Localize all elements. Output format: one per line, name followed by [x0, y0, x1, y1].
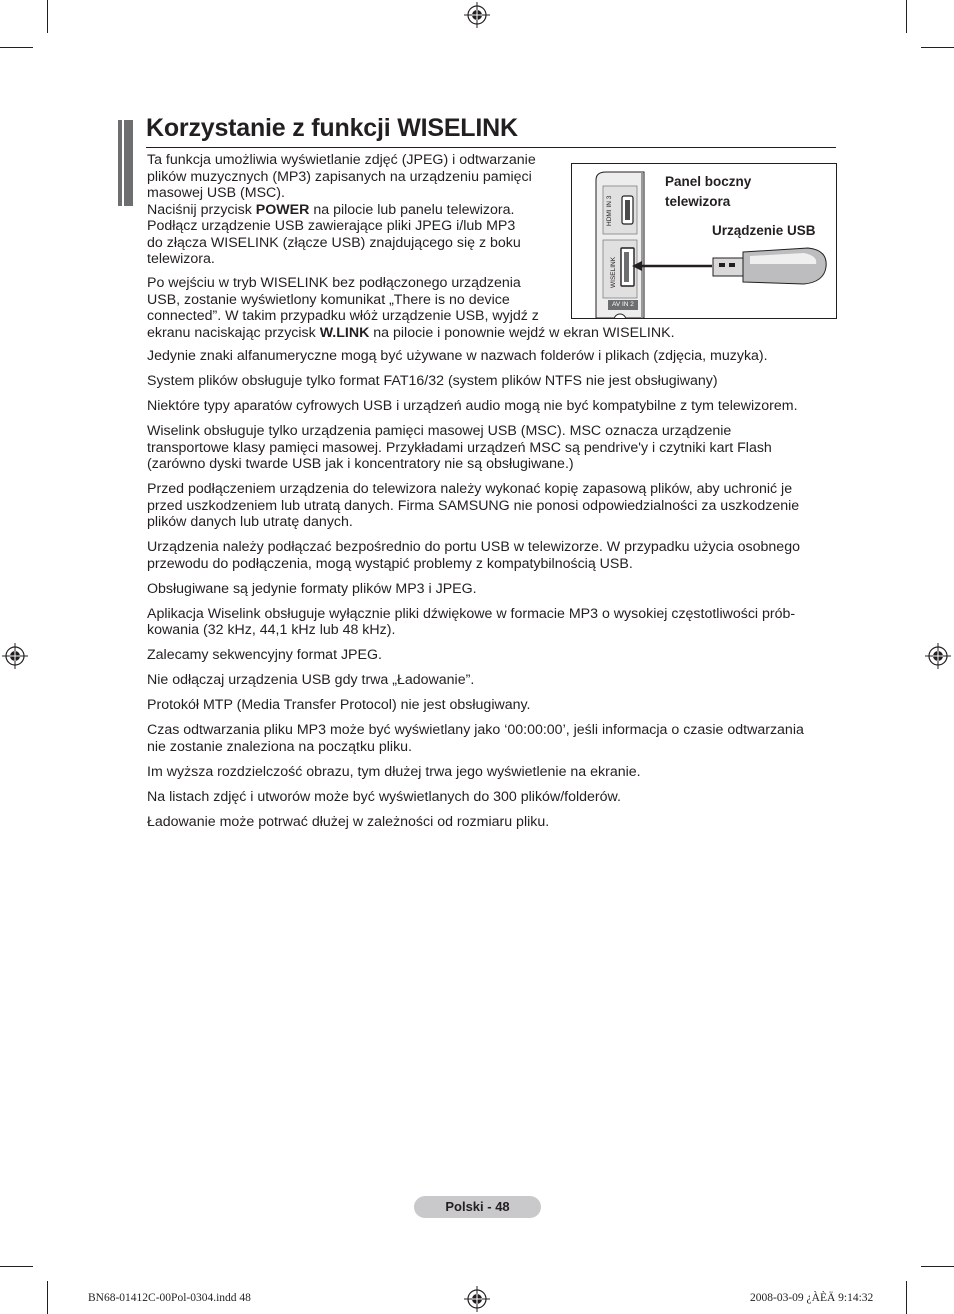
footer-file-slug: BN68-01412C-00Pol-0304.indd 48: [88, 1292, 251, 1304]
note-line: Wiselink obsługuje tylko urządzenia pamięci masowej USB (MSC). MSC oznacza urządzenie: [147, 423, 732, 439]
note-line: (zarówno dyski twarde USB jak i koncentratory nie są obsługiwane.): [147, 456, 574, 472]
title-accent-bar: [118, 120, 122, 206]
note-line: Przed podłączeniem urządzenia do telewizora należy wykonać kopię zapasową plików, aby uchronić je: [147, 481, 793, 497]
note-paragraph: [147, 581, 837, 598]
note-line: Zalecamy sekwencyjny format JPEG.: [147, 647, 382, 663]
note-line: Czas odtwarzania pliku MP3 może być wyświetlany jako ‘00:00:00’, jeśli informacja o czasie odtwarzania: [147, 722, 804, 738]
note-line: System plików obsługuje tylko format FAT16/32 (system plików NTFS nie jest obsługiwany): [147, 373, 718, 389]
port-label-hdmi: HDMI IN 3: [606, 195, 613, 226]
crop-mark: [0, 1266, 33, 1267]
note-paragraph: [147, 647, 837, 664]
note-paragraph: [147, 814, 837, 831]
crop-mark: [906, 1281, 907, 1314]
footer-timestamp: 2008-03-09 ¿ÀÈÄ 9:14:32: [750, 1292, 874, 1304]
power-key: POWER: [255, 201, 310, 218]
panel-label: Panel boczny telewizora: [665, 174, 752, 209]
note-paragraph: [147, 764, 837, 781]
note-line: przewodu do podłączenia, mogą wystąpić problemy z kompatybilnością USB.: [147, 555, 633, 572]
page-title: Korzystanie z funkcji WISELINK: [146, 114, 518, 142]
step-power: Naciśnij przycisk POWER na pilocie lub panelu telewizora.: [147, 201, 515, 218]
note-paragraph: [147, 789, 837, 806]
note-line: nie zostanie znaleziona na początku pliku.: [147, 738, 413, 755]
note-line: Obsługiwane są jedynie formaty plików MP3 i JPEG.: [147, 580, 477, 597]
note-paragraph: [147, 697, 837, 714]
note-paragraph: [147, 481, 837, 531]
title-accent-bar: [124, 120, 133, 206]
note-line: Nie odłączaj urządzenia USB gdy trwa „Ładowanie”.: [147, 672, 475, 688]
notes-list: [147, 348, 837, 839]
registration-mark-icon: [464, 1286, 490, 1312]
note-paragraph: [147, 539, 837, 572]
no-device-line: connected”. W takim przypadku włóż urządzenie USB, wyjdź z: [147, 308, 539, 324]
note-line: Niektóre typy aparatów cyfrowych USB i urządzeń audio mogą nie być kompatybilne z tym telewizorem.: [147, 398, 798, 414]
usb-device-label: Urządzenie USB: [712, 223, 816, 238]
port-label-wiselink: WISELINK: [610, 256, 617, 288]
port-label-av: AV IN 2: [612, 301, 634, 308]
step-connect-line: do złącza WISELINK (złącze USB) znajdującego się z boku: [147, 234, 521, 251]
crop-mark: [47, 1281, 48, 1314]
note-line: Jedynie znaki alfanumeryczne mogą być używane w nazwach folderów i plikach (zdjęcia, muzyka).: [147, 348, 768, 364]
page-number-badge: Polski - 48: [414, 1196, 541, 1218]
note-line: przed uszkodzeniem lub utratą danych. Firma SAMSUNG nie ponosi odpowiedzialności za uszkodzenie: [147, 497, 800, 514]
note-line: plików danych lub utratę danych.: [147, 514, 353, 530]
crop-mark: [906, 0, 907, 33]
note-paragraph: [147, 722, 837, 755]
note-paragraph: [147, 606, 837, 639]
usb-connection-figure: [571, 163, 837, 319]
intro-line: masowej USB (MSC).: [147, 185, 285, 201]
no-device-line: Po wejściu w tryb WISELINK bez podłączonego urządzenia: [147, 275, 521, 291]
no-device-line: USB, zostanie wyświetlony komunikat „There is no device: [147, 291, 510, 308]
note-line: Aplikacja Wiselink obsługuje wyłącznie pliki dźwiękowe w formacie MP3 o wysokiej częstotliwości prób-: [147, 605, 796, 622]
wlink-key: W.LINK: [319, 324, 370, 341]
note-line: Protokół MTP (Media Transfer Protocol) nie jest obsługiwany.: [147, 697, 531, 713]
step-connect-line: Podłącz urządzenie USB zawierające pliki JPEG i/lub MP3: [147, 218, 516, 234]
note-line: Urządzenia należy podłączać bezpośrednio do portu USB w telewizorze. W przypadku użycia osobnego: [147, 539, 800, 555]
note-line: kowania (32 kHz, 44,1 kHz lub 48 kHz).: [147, 622, 396, 638]
intro-line: Ta funkcja umożliwia wyświetlanie zdjęć (JPEG) i odtwarzanie: [147, 152, 536, 168]
note-line: transportowe klasy pamięci masowej. Przykładami urządzeń MSC są pendrive'y i czytniki kart Flash: [147, 439, 772, 456]
step-connect-line: telewizora.: [147, 251, 215, 267]
no-device-line: ekranu naciskając przycisk W.LINK na pilocie i ponownie wejdź w ekran WISELINK.: [147, 324, 675, 341]
note-line: Ładowanie może potrwać dłużej w zależności od rozmiaru pliku.: [147, 813, 550, 830]
crop-mark: [921, 47, 954, 48]
note-paragraph: [147, 398, 837, 415]
note-line: Im wyższa rozdzielczość obrazu, tym dłużej trwa jego wyświetlenie na ekranie.: [147, 763, 641, 780]
crop-mark: [47, 0, 48, 33]
note-paragraph: [147, 423, 837, 473]
note-paragraph: [147, 348, 837, 365]
crop-mark: [0, 47, 33, 48]
title-rule: [146, 147, 836, 148]
note-line: Na listach zdjęć i utworów może być wyświetlanych do 300 plików/folderów.: [147, 788, 621, 805]
note-paragraph: [147, 672, 837, 689]
crop-mark: [921, 1266, 954, 1267]
intro-line: plików muzycznych (MP3) zapisanych na urządzeniu pamięci: [147, 168, 532, 185]
registration-mark-icon: [925, 643, 951, 669]
registration-mark-icon: [464, 2, 490, 28]
note-paragraph: [147, 373, 837, 390]
registration-mark-icon: [2, 643, 28, 669]
